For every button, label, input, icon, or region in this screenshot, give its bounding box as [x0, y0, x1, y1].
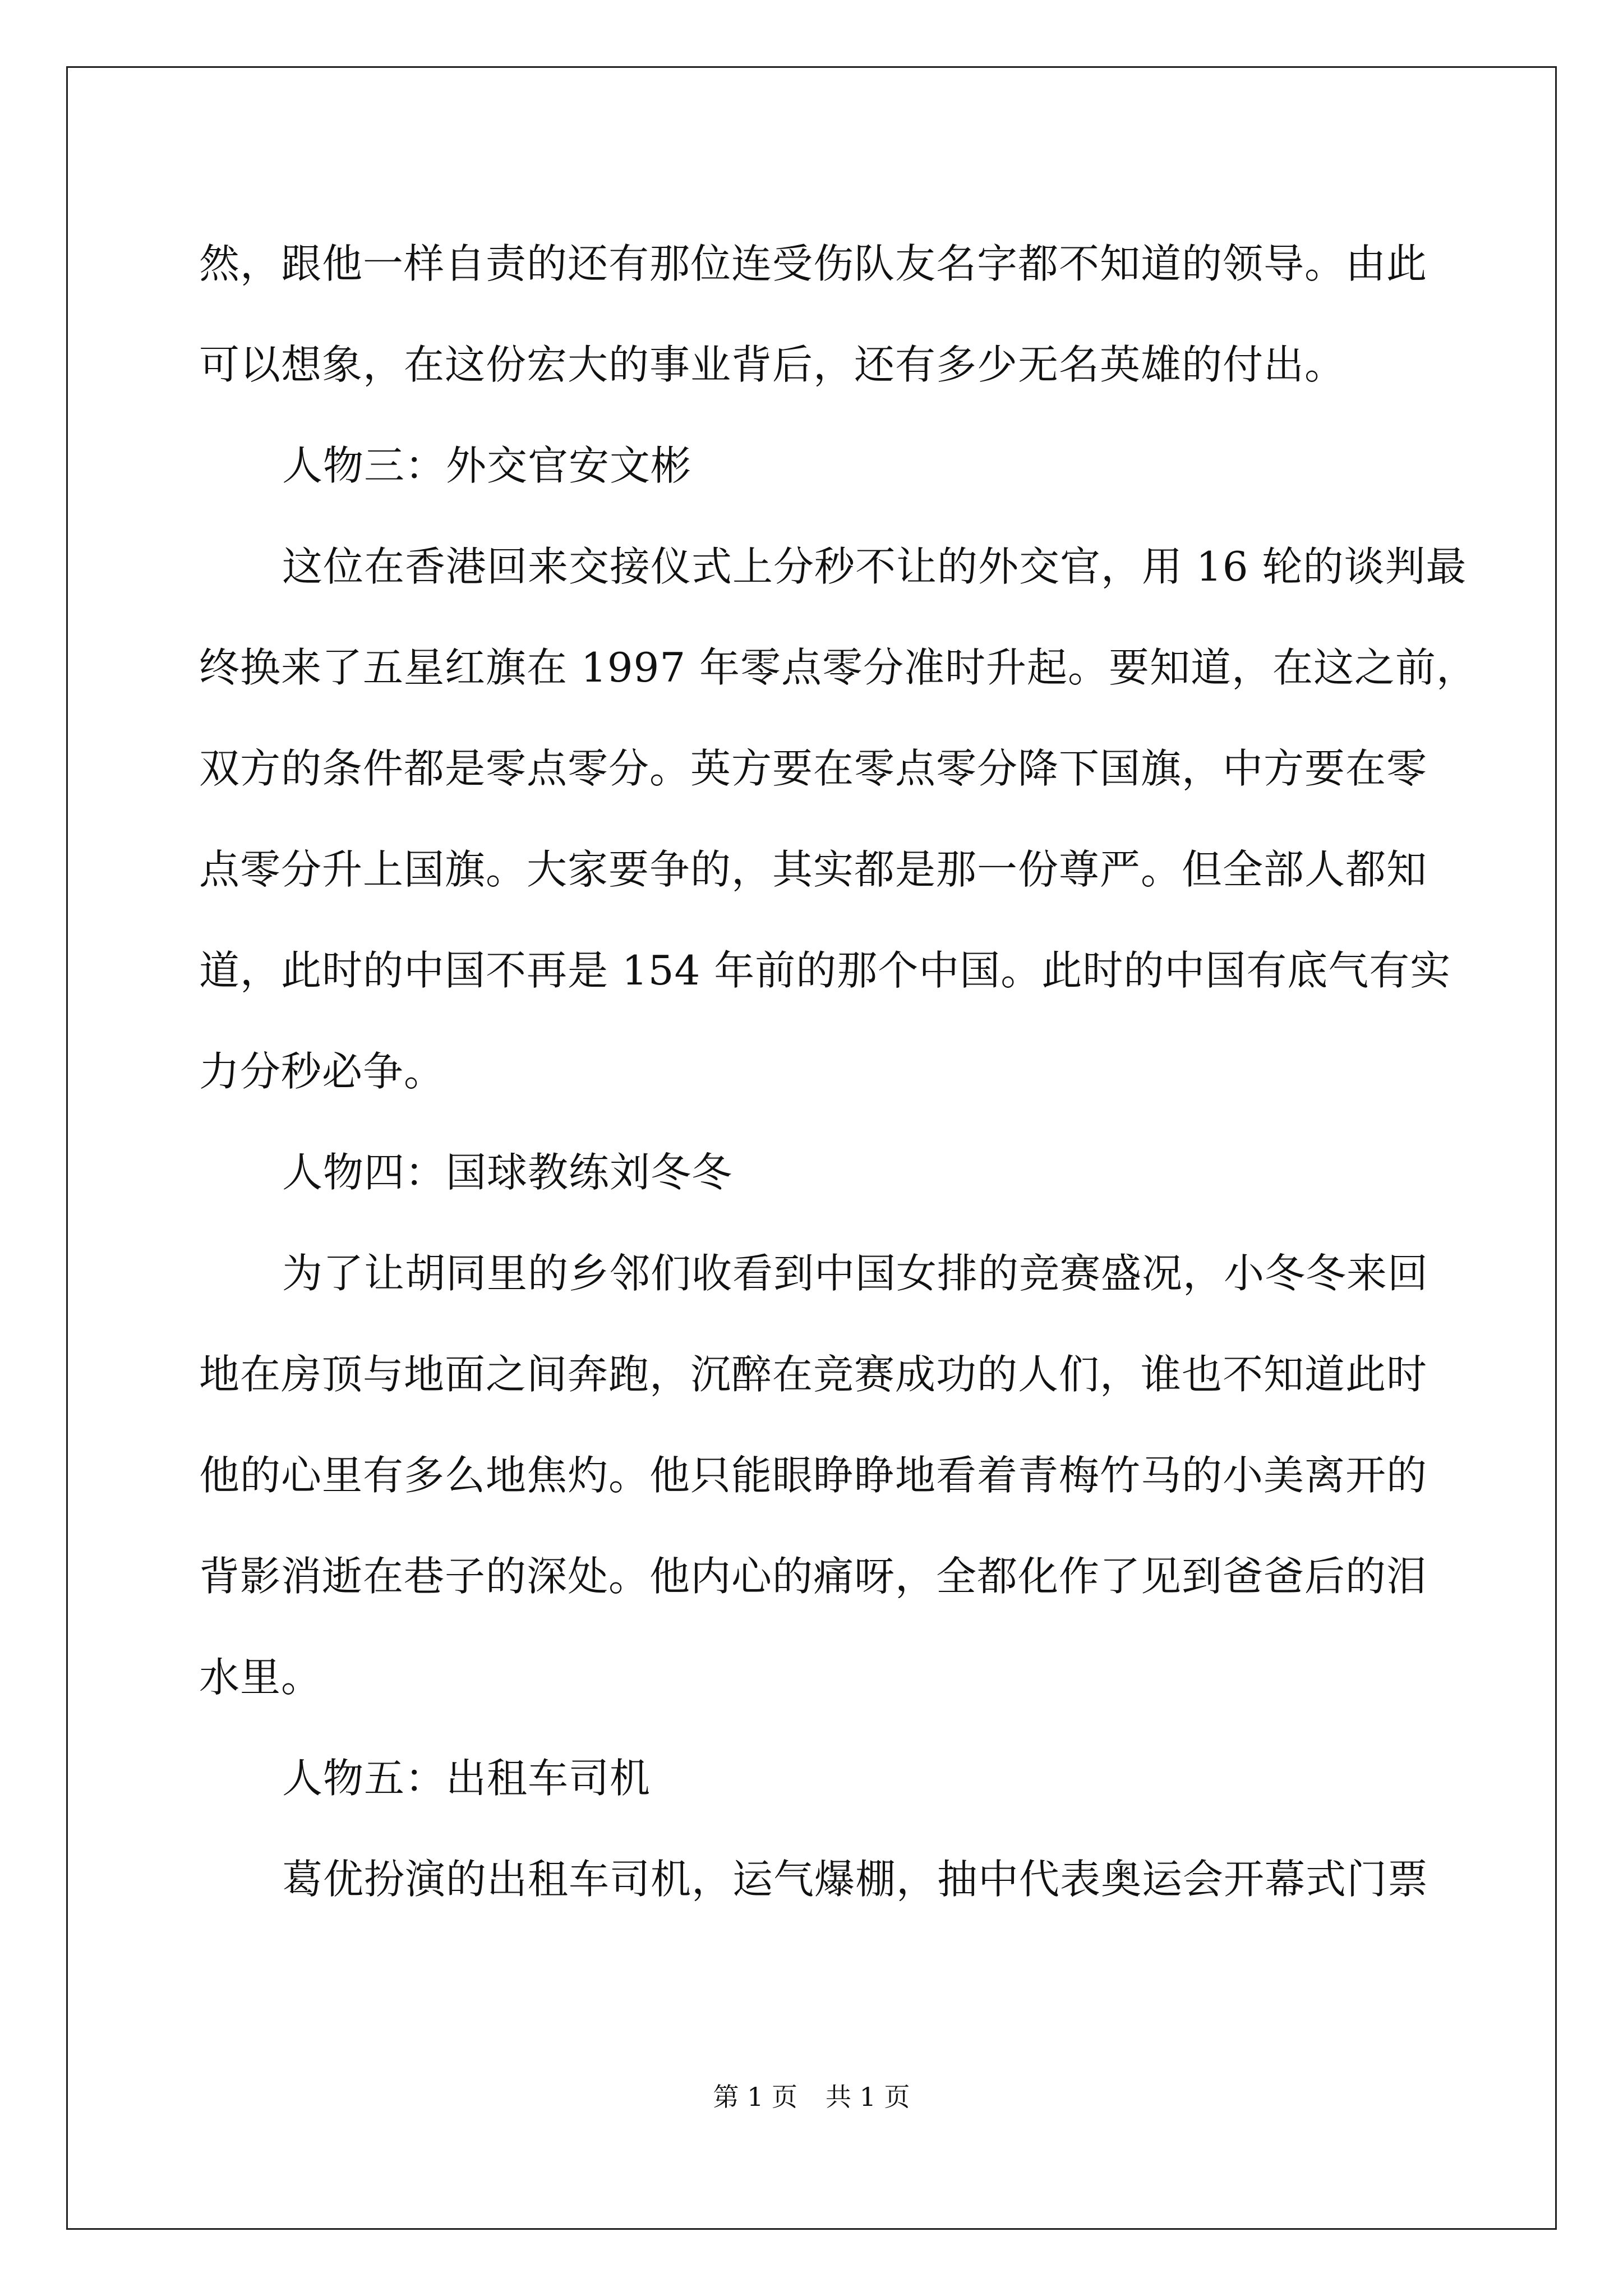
text-line: 双方的条件都是零点零分。英方要在零点零分降下国旗，中方要在零 [199, 745, 1428, 792]
document-body [199, 213, 1478, 1930]
text-line: 背影消逝在巷子的深处。他内心的痛呀，全都化作了见到爸爸后的泪 [199, 1553, 1428, 1600]
text-line: 可以想象，在这份宏大的事业背后，还有多少无名英雄的付出。 [199, 341, 1346, 388]
text-line: 地在房顶与地面之间奔跑，沉醉在竞赛成功的人们，谁也不知道此时 [199, 1351, 1428, 1398]
text-line: 力分秒必争。 [199, 1048, 445, 1095]
text-line: 他的心里有多么地焦灼。他只能眼睁睁地看着青梅竹马的小美离开的 [199, 1452, 1428, 1499]
text-line: 这位在香港回来交接仪式上分秒不让的外交官，用 16 轮的谈判最 [282, 543, 1467, 590]
page-number: 第 1 页 [713, 2082, 797, 2112]
text-line: 水里。 [199, 1654, 322, 1701]
text-line: 然，跟他一样自责的还有那位连受伤队友名字都不知道的领导。由此 [199, 240, 1428, 287]
page-total: 共 1 页 [826, 2082, 910, 2112]
text-line: 为了让胡同里的乡邻们收看到中国女排的竞赛盛况，小冬冬来回 [282, 1250, 1429, 1297]
section-heading: 人物五：出租车司机 [282, 1755, 651, 1802]
section-heading: 人物四：国球教练刘冬冬 [282, 1149, 733, 1196]
section-heading: 人物三：外交官安文彬 [282, 442, 692, 489]
text-line: 道，此时的中国不再是 154 年前的那个中国。此时的中国有底气有实 [199, 947, 1451, 994]
page-footer [0, 2080, 1623, 2114]
text-line: 点零分升上国旗。大家要争的，其实都是那一份尊严。但全部人都知 [199, 846, 1428, 893]
text-line: 葛优扮演的出租车司机，运气爆棚，抽中代表奥运会开幕式门票 [282, 1856, 1429, 1903]
text-line: 终换来了五星红旗在 1997 年零点零分准时升起。要知道，在这之前， [199, 644, 1478, 691]
